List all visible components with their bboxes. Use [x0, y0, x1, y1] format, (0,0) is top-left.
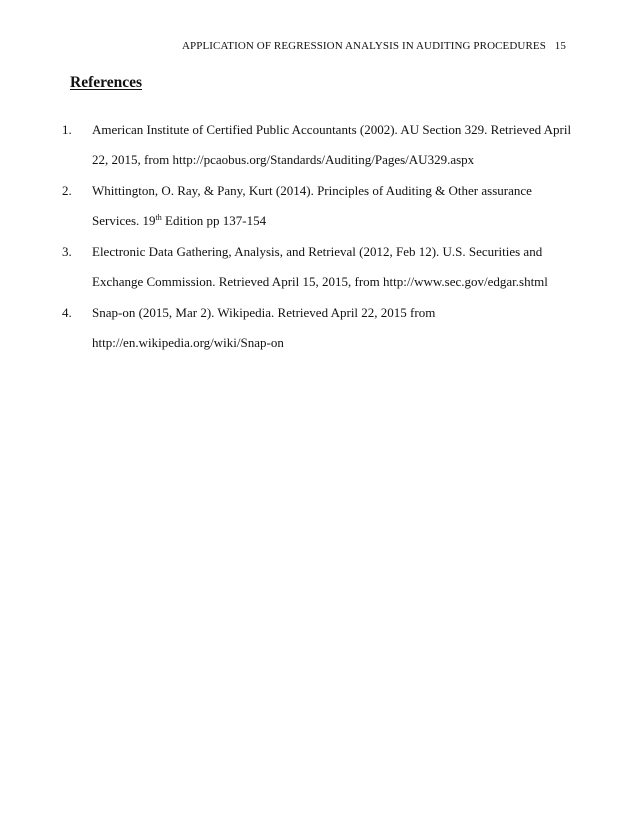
reference-number: 2. [62, 183, 72, 198]
reference-line: 22, 2015, from http://pcaobus.org/Standards/Auditing/Pages/AU329.aspx [92, 151, 475, 167]
reference-item-2 [62, 176, 582, 235]
reference-line: Exchange Commission. Retrieved April 15, 2015, from http://www.sec.gov/edgar.shtml [92, 273, 548, 289]
running-head-title: APPLICATION OF REGRESSION ANALYSIS IN AUDITING PROCEDURES [181, 40, 546, 52]
running-head [182, 40, 566, 52]
reference-number: 4. [62, 305, 72, 320]
reference-line: Electronic Data Gathering, Analysis, and Retrieval (2012, Feb 12). U.S. Securities and [92, 244, 543, 259]
page-number: 15 [554, 40, 566, 52]
reference-line: American Institute of Certified Public Accountants (2002). AU Section 329. Retrieved April [92, 122, 572, 137]
ordinal-suffix: th [155, 212, 162, 222]
reference-line [92, 206, 582, 236]
reference-line: http://en.wikipedia.org/wiki/Snap-on [92, 334, 284, 350]
reference-item-1 [62, 115, 582, 174]
reference-text: Services. 19 [92, 212, 156, 228]
reference-line: Whittington, O. Ray, & Pany, Kurt (2014). Principles of Auditing & Other assurance [92, 183, 532, 198]
reference-text: Edition pp 137-154 [161, 212, 267, 228]
section-title: References [70, 74, 143, 91]
reference-number: 3. [62, 244, 72, 259]
reference-item-4 [62, 298, 582, 357]
reference-line: Snap-on (2015, Mar 2). Wikipedia. Retrieved April 22, 2015 from [92, 305, 436, 320]
reference-number: 1. [62, 122, 72, 137]
reference-list [62, 115, 582, 359]
reference-item-3 [62, 237, 582, 296]
